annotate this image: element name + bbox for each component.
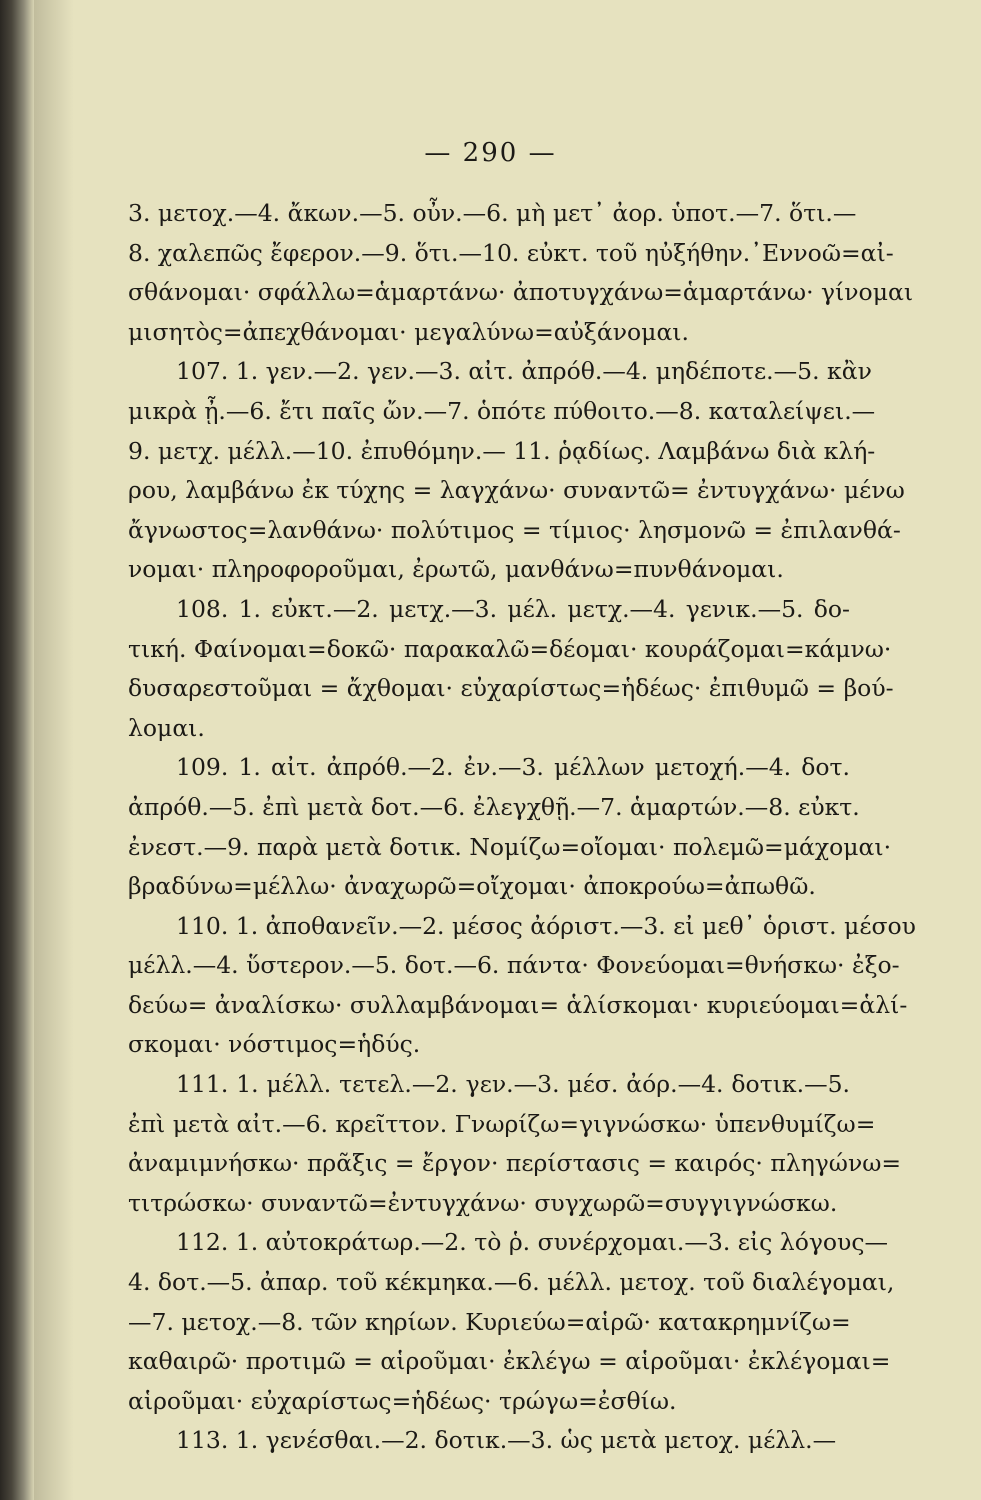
text-line: ἄγνωστος=λανθάνω· πολύτιμος = τίμιος· λησμονῶ = ἐπιλανθά-	[128, 515, 901, 544]
entry-111-start: 111. 1. μέλλ. τετελ.—2. γεν.—3. μέσ. ἀόρ.—4. δοτικ.—5.	[176, 1070, 850, 1099]
text-line: ἀναμιμνήσκω· πρᾶξις = ἔργον· περίστασις = καιρός· πληγώνω=	[128, 1149, 902, 1178]
entry-113-start: 113. 1. γενέσθαι.—2. δοτικ.—3. ὡς μετὰ μετοχ. μέλλ.—	[176, 1426, 837, 1455]
text-line: 9. μετχ. μέλλ.—10. ἐπυθόμην.— 11. ῥᾳδίως. Λαμβάνω διὰ κλή-	[128, 436, 876, 465]
gutter-shadow	[34, 0, 74, 1500]
text-line: τική. Φαίνομαι=δοκῶ· παρακαλῶ=δέομαι· κουράζομαι=κάμνω·	[128, 634, 892, 663]
book-binding-edge	[0, 0, 34, 1500]
entry-107-start: 107. 1. γεν.—2. γεν.—3. αἰτ. ἀπρόθ.—4. μηδέποτε.—5. κἂν	[176, 357, 872, 386]
page-number: — 290 —	[424, 138, 557, 168]
text-line: 4. δοτ.—5. ἀπαρ. τοῦ κέκμηκα.—6. μέλλ. μετοχ. τοῦ διαλέγομαι,	[128, 1268, 895, 1297]
text-line: ἀπρόθ.—5. ἐπὶ μετὰ δοτ.—6. ἐλεγχθῇ.—7. ἁμαρτών.—8. εὐκτ.	[128, 792, 860, 821]
entry-108-start: 108. 1. εὐκτ.—2. μετχ.—3. μέλ. μετχ.—4. γενικ.—5. δο-	[176, 594, 850, 623]
entry-109-start: 109. 1. αἰτ. ἀπρόθ.—2. ἐν.—3. μέλλων μετοχή.—4. δοτ.	[176, 753, 850, 782]
text-line: ρου, λαμβάνω ἐκ τύχης = λαγχάνω· συναντῶ= ἐντυγχάνω· μένω	[128, 476, 905, 505]
text-line: βραδύνω=μέλλω· ἀναχωρῶ=οἴχομαι· ἀποκρούω=ἀπωθῶ.	[128, 872, 816, 901]
text-line: —7. μετοχ.—8. τῶν κηρίων. Κυριεύω=αἱρῶ· κατακρημνίζω=	[128, 1307, 851, 1336]
text-line: μέλλ.—4. ὕστερον.—5. δοτ.—6. πάντα· Φονεύομαι=θνήσκω· ἐξο-	[128, 951, 900, 980]
text-line: ἐπὶ μετὰ αἰτ.—6. κρεῖττον. Γνωρίζω=γιγνώσκω· ὑπενθυμίζω=	[128, 1109, 876, 1138]
text-line: αἱροῦμαι· εὐχαρίστως=ἡδέως· τρώγω=ἐσθίω.	[128, 1386, 677, 1415]
text-line: σθάνομαι· σφάλλω=ἁμαρτάνω· ἀποτυγχάνω=ἁμαρτάνω· γίνομαι	[128, 278, 914, 307]
text-line: μικρὰ ᾖ.—6. ἔτι παῖς ὤν.—7. ὁπότε πύθοιτο.—8. καταλείψει.—	[128, 396, 876, 425]
text-line: 8. χαλεπῶς ἔφερον.—9. ὅτι.—10. εὐκτ. τοῦ ηὐξήθην.᾽Εννοῶ=αἰ-	[128, 238, 894, 267]
text-line: μισητὸς=ἀπεχθάνομαι· μεγαλύνω=αὐξάνομαι.	[128, 317, 689, 346]
entry-112-start: 112. 1. αὐτοκράτωρ.—2. τὸ ῥ. συνέρχομαι.—3. εἰς λόγους—	[176, 1228, 888, 1257]
page-body-text	[128, 194, 916, 1461]
text-line: σκομαι· νόστιμος=ἡδύς.	[128, 1030, 421, 1059]
text-line: λομαι.	[128, 713, 205, 742]
text-line: δεύω= ἀναλίσκω· συλλαμβάνομαι= ἁλίσκομαι· κυριεύομαι=ἁλί-	[128, 990, 908, 1019]
text-line: ἐνεστ.—9. παρὰ μετὰ δοτικ. Νομίζω=οἴομαι· πολεμῶ=μάχομαι·	[128, 832, 892, 861]
text-line: 3. μετοχ.—4. ἄκων.—5. οὖν.—6. μὴ μετ᾽ ἀορ. ὑποτ.—7. ὅτι.—	[128, 199, 857, 227]
text-line: καθαιρῶ· προτιμῶ = αἱροῦμαι· ἐκλέγω = αἱροῦμαι· ἐκλέγομαι=	[128, 1347, 891, 1376]
text-line: νομαι· πληροφοροῦμαι, ἐρωτῶ, μανθάνω=πυνθάνομαι.	[128, 555, 784, 584]
text-line: δυσαρεστοῦμαι = ἄχθομαι· εὐχαρίστως=ἡδέως· ἐπιθυμῶ = βού-	[128, 674, 894, 703]
entry-110-start: 110. 1. ἀποθανεῖν.—2. μέσος ἀόριστ.—3. εἰ μεθ᾽ ὁριστ. μέσου	[176, 911, 916, 940]
text-line: τιτρώσκω· συναντῶ=ἐντυγχάνω· συγχωρῶ=συγγιγνώσκω.	[128, 1188, 838, 1217]
